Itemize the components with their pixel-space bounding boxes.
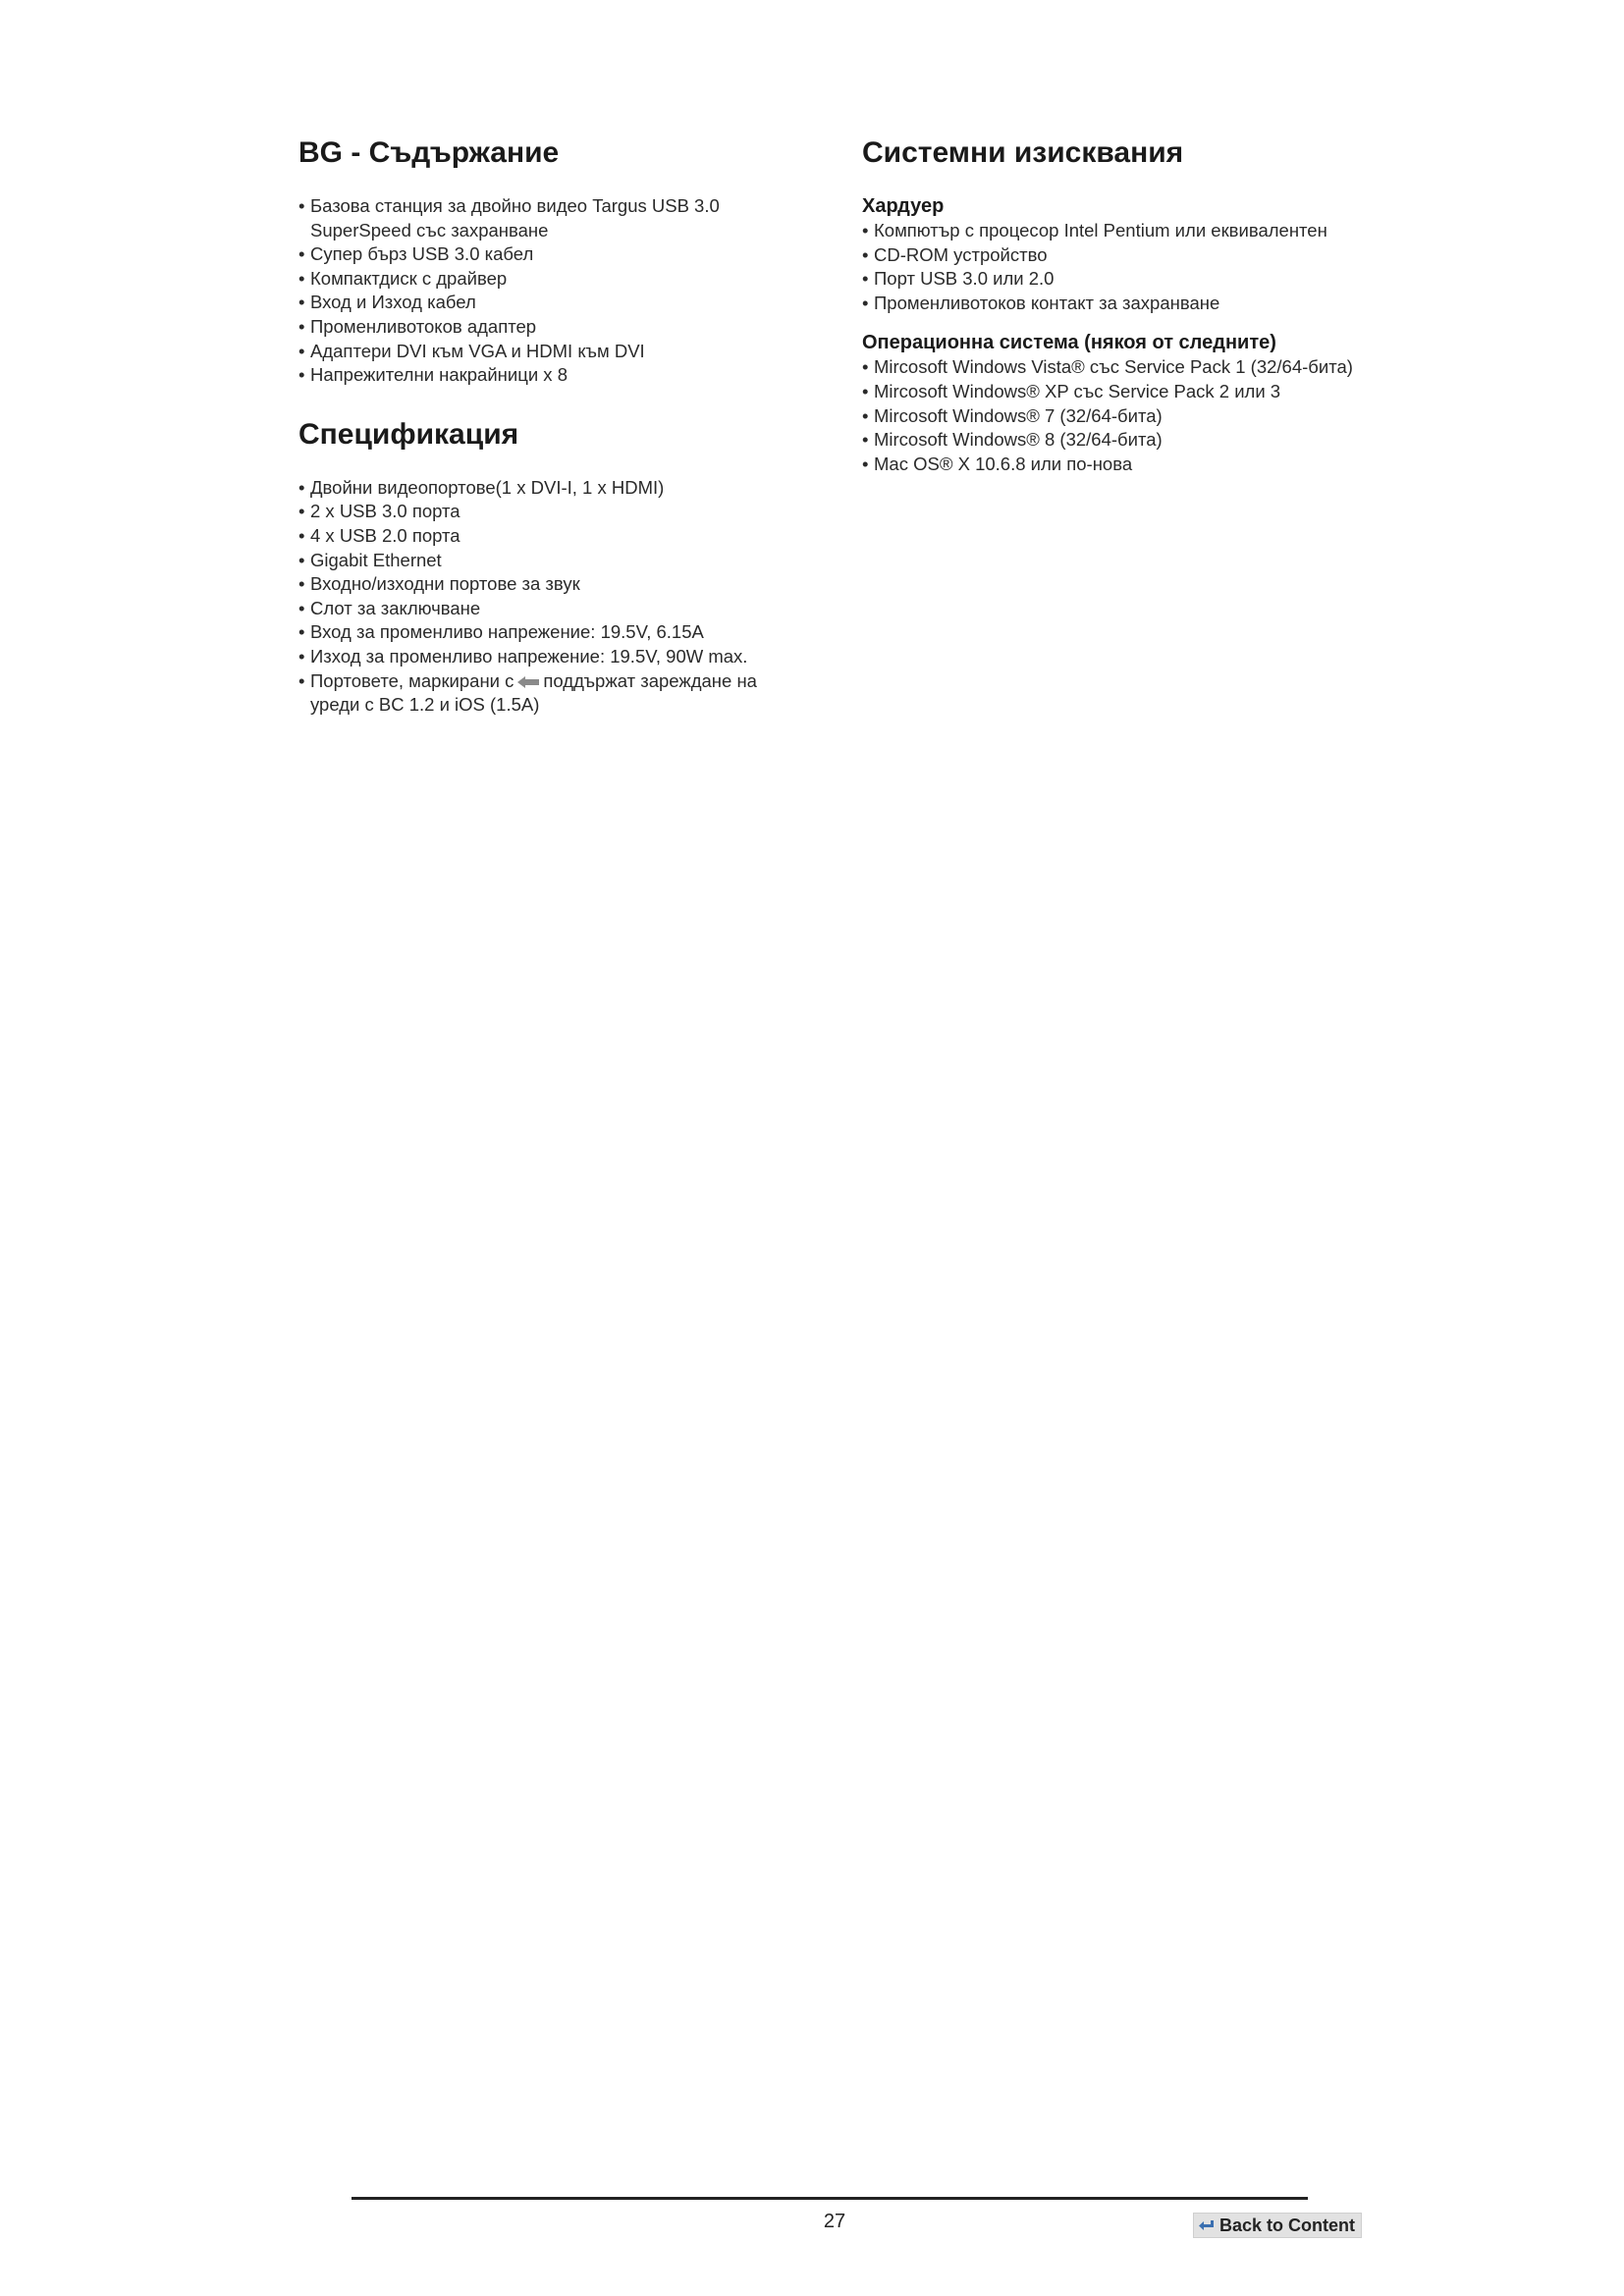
list-item: • Супер бърз USB 3.0 кабел (298, 242, 809, 267)
list-item: • Напрежителни накрайници x 8 (298, 363, 809, 388)
list-item: • Mircosoft Windows® XP със Service Pack 2 или 3 (862, 380, 1373, 404)
list-item: • Вход за променливо напрежение: 19.5V, 6.15A (298, 620, 809, 645)
contents-list (298, 194, 809, 388)
list-item: • Mircosoft Windows Vista® със Service Pack 1 (32/64-бита) (862, 355, 1373, 380)
contents-title: BG - Съдържание (298, 136, 560, 169)
list-item: • CD-ROM устройство (862, 243, 1373, 268)
os-title: Операционна система (някоя от следните) (862, 332, 1276, 354)
list-item: • Gigabit Ethernet (298, 549, 809, 573)
list-item: • Mircosoft Windows® 8 (32/64-бита) (862, 428, 1373, 453)
list-item: • Променливотоков контакт за захранване (862, 292, 1373, 316)
spec-last-after: поддържат зареждане на уреди с BC 1.2 и iOS (1.5A) (310, 669, 757, 716)
list-item: • 4 x USB 2.0 порта (298, 524, 809, 549)
back-arrow-icon (1198, 2218, 1216, 2232)
charging-arrow-icon (515, 674, 541, 690)
list-item: • Компактдиск с драйвер (298, 267, 809, 292)
list-item: • 2 x USB 3.0 порта (298, 500, 809, 524)
back-to-content-label: Back to Content (1219, 2215, 1356, 2235)
list-item: • Слот за заключване (298, 597, 809, 621)
requirements-title: Системни изисквания (862, 136, 1184, 169)
spec-list (298, 476, 809, 718)
list-item: • Компютър с процесор Intel Pentium или еквивалентен (862, 219, 1373, 243)
spec-title: Спецификация (298, 417, 519, 451)
footer-divider (352, 2197, 1308, 2200)
os-list (862, 355, 1373, 476)
list-item: • Входно/изходни портове за звук (298, 572, 809, 597)
page-number: 27 (823, 2211, 846, 2232)
list-item (298, 669, 809, 718)
back-to-content-button[interactable] (1193, 2213, 1362, 2238)
left-column (298, 135, 809, 718)
list-item: • Двойни видеопортове(1 x DVI-I, 1 x HDMI) (298, 476, 809, 501)
list-item: • Променливотоков адаптер (298, 315, 809, 340)
hardware-title: Хардуер (862, 195, 945, 217)
list-item: • Адаптери DVI към VGA и HDMI към DVI (298, 340, 809, 364)
list-item: • Mircosoft Windows® 7 (32/64-бита) (862, 404, 1373, 429)
right-column (862, 135, 1373, 476)
list-item: • Вход и Изход кабел (298, 291, 809, 315)
list-item: • Базова станция за двойно видео Targus USB 3.0 SuperSpeed със захранване (298, 194, 809, 242)
list-item: • Изход за променливо напрежение: 19.5V, 90W max. (298, 645, 809, 669)
spec-last-before: Портовете, маркирани с (310, 669, 514, 691)
list-item: • Порт USB 3.0 или 2.0 (862, 267, 1373, 292)
hardware-list (862, 219, 1373, 315)
list-item: • Mac OS® X 10.6.8 или по-нова (862, 453, 1373, 477)
